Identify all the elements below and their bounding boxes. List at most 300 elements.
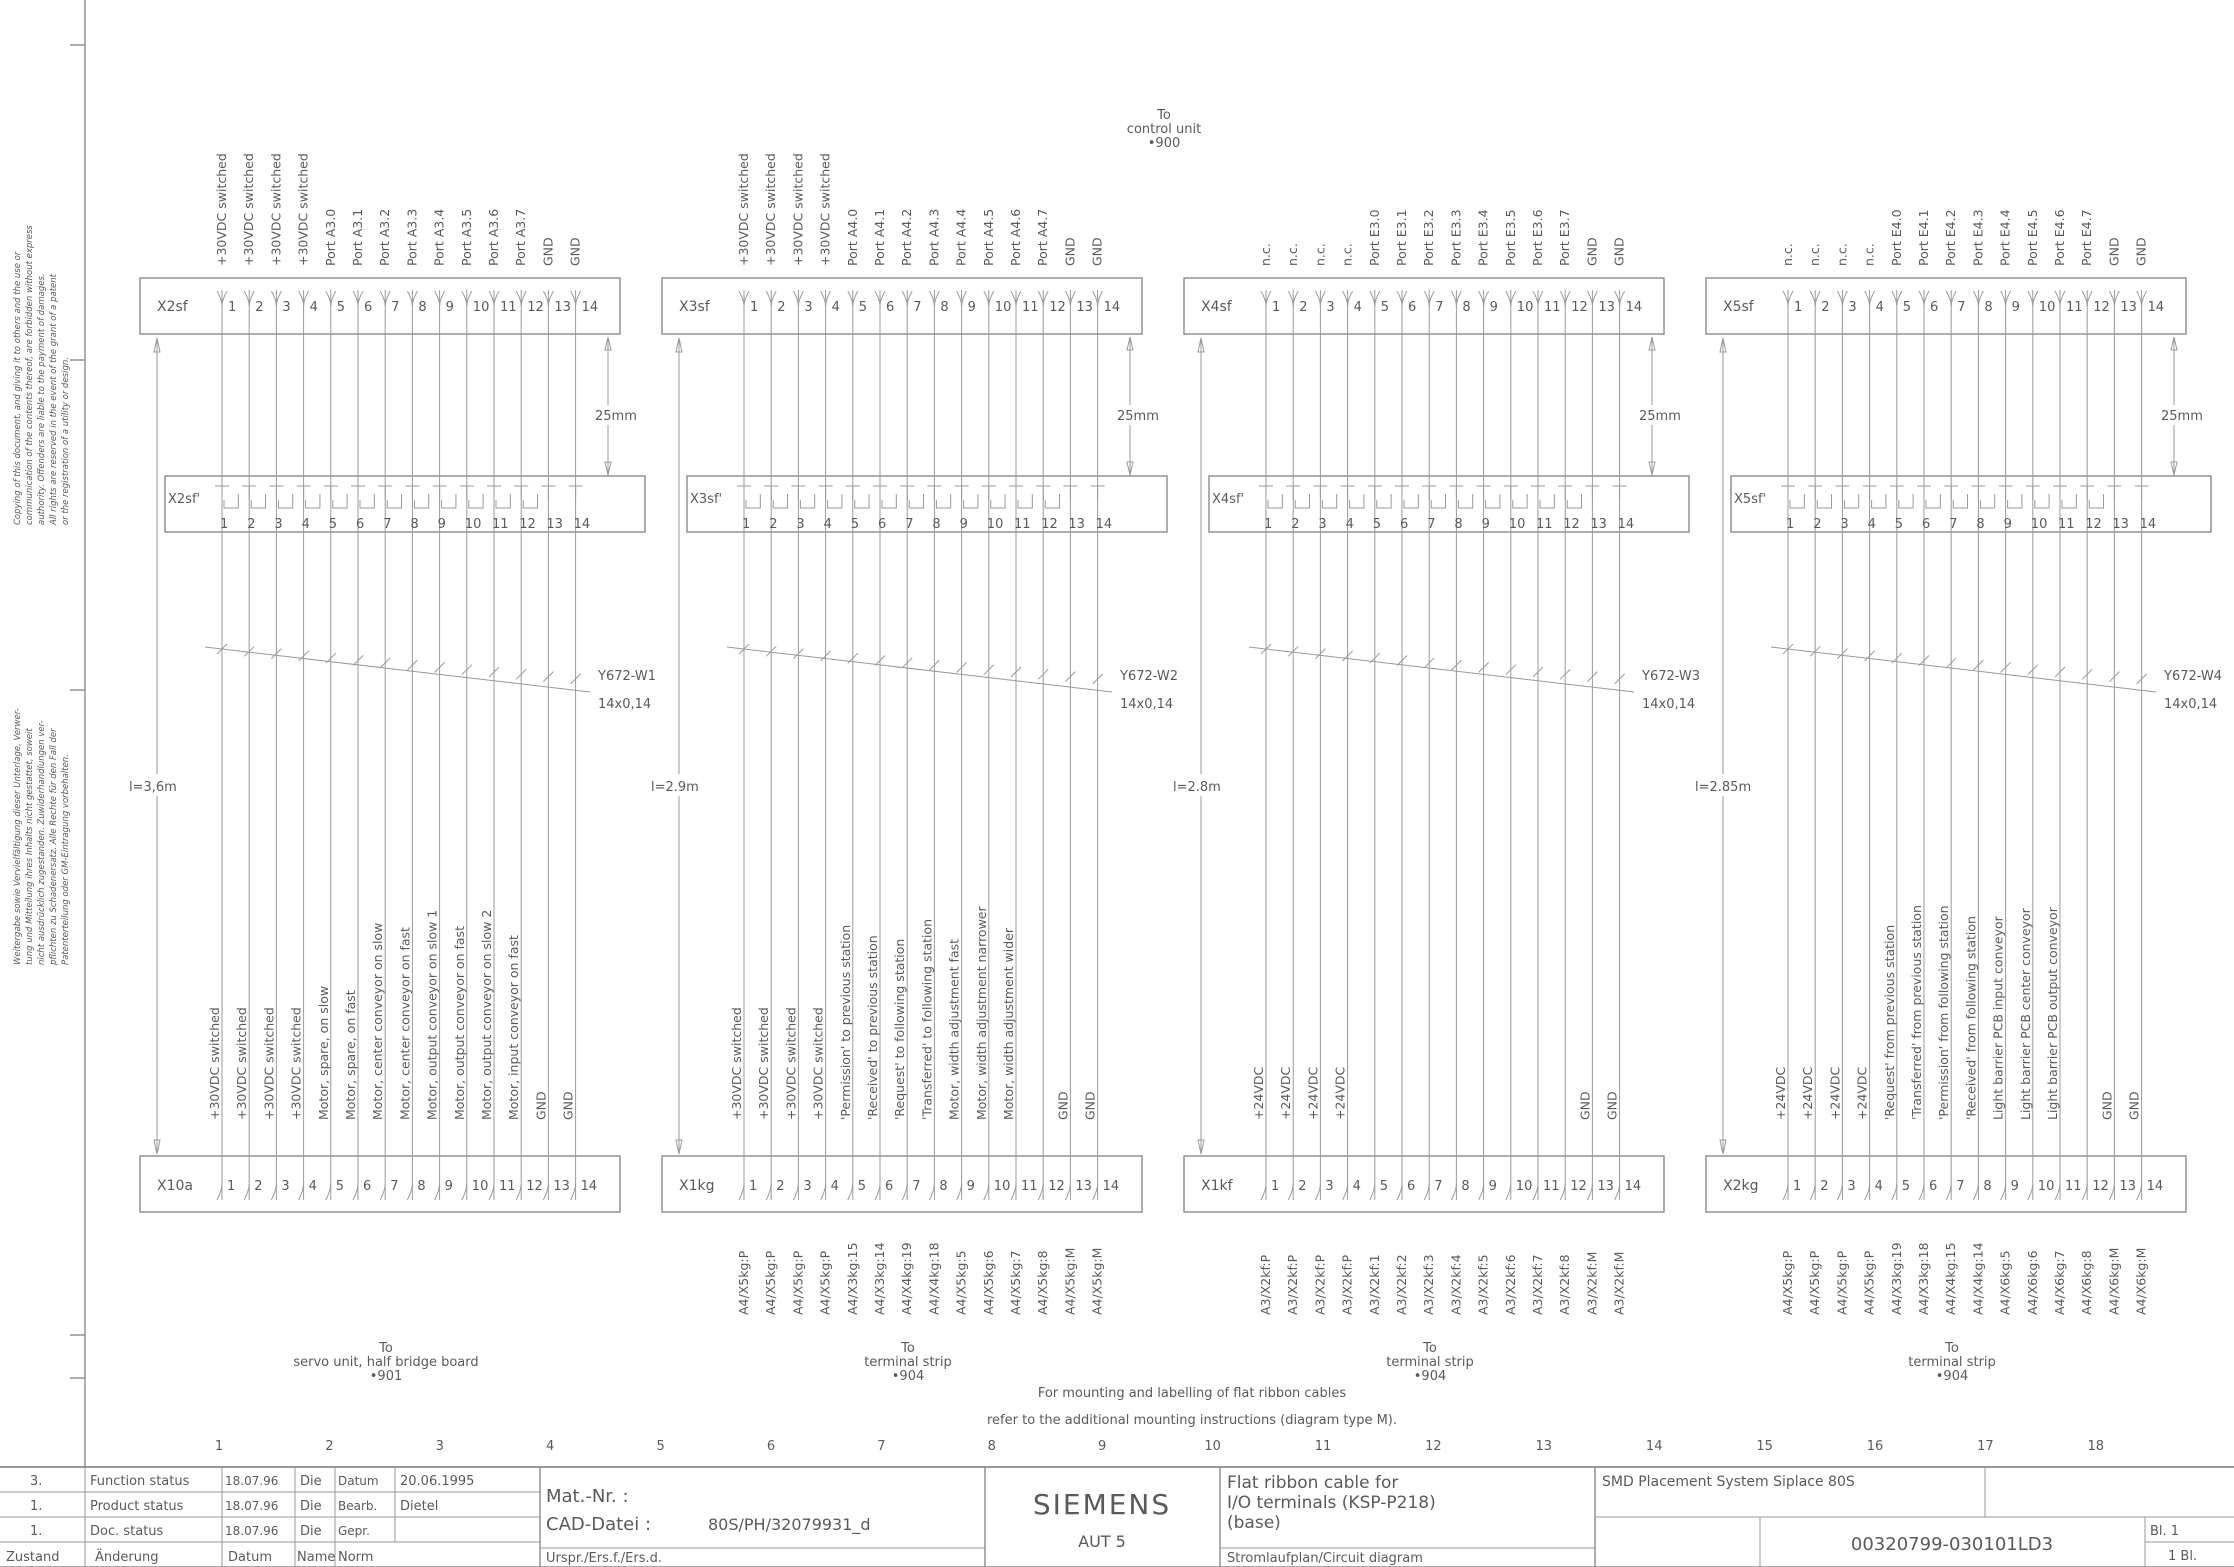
top-signal-label: Port E3.3 [1448, 209, 1464, 266]
top-signal-label: GND [1062, 237, 1078, 266]
bottom-signal-label: +30VDC switched [234, 1007, 250, 1120]
origin-label: Urspr./Ers.f./Ers.d. [546, 1551, 663, 1566]
pin-socket-symbol [1315, 1184, 1320, 1200]
mid-pin-number: 6 [356, 517, 365, 532]
pin-bridge [1567, 494, 1581, 508]
pin-bridge [828, 494, 842, 508]
bottom-signal-label: Motor, output conveyor on slow 2 [479, 909, 494, 1120]
mid-pin-number: 3 [1840, 517, 1849, 532]
bottom-pin-number: 4 [308, 1179, 317, 1194]
pin-plug-symbol [1009, 486, 1023, 500]
bottom-signal-label: 'Permission' from following station [1936, 905, 1952, 1120]
top-connector-label: X5sf [1723, 299, 1754, 315]
document-number: 00320799-030101LD3 [1850, 1534, 2054, 1555]
pin-socket-symbol [571, 1184, 576, 1200]
destination-label: A3/X2kf:7 [1530, 1254, 1545, 1315]
top-pin-number: 3 [1848, 300, 1857, 315]
pin-socket-symbol [793, 1184, 798, 1200]
pin-socket-symbol [2109, 1184, 2114, 1200]
bottom-signal-label: Motor, width adjustment wider [1001, 927, 1016, 1120]
pin-plug-symbol [1504, 486, 1518, 500]
bottom-signal-label: Motor, spare, on fast [343, 990, 358, 1120]
sheet-count: 1 Bl. [2168, 1549, 2198, 1564]
bottom-pin-number: 12 [526, 1179, 543, 1194]
top-pin-number: 11 [500, 300, 517, 315]
copyright-note-en [13, 225, 71, 526]
copyright-line: Weitergabe sowie Vervielfältigung dieser Unterlage, Verwer- [13, 708, 23, 965]
top-signal-label: Port A3.5 [458, 208, 474, 266]
top-pin-number: 13 [1598, 300, 1615, 315]
destination-note-line: To [1945, 1341, 1959, 1356]
pin-socket-symbol [1892, 1184, 1897, 1200]
destination-note-line: terminal strip [1386, 1355, 1474, 1370]
mid-pin-number: 2 [769, 517, 778, 532]
pin-bridge [991, 494, 1005, 508]
pin-plug-symbol [1917, 486, 1931, 500]
bottom-signal-label: Light barrier PCB output conveyor [2045, 907, 2060, 1120]
column-number: 11 [1314, 1439, 1332, 1454]
bottom-signal-label: GND [560, 1091, 576, 1120]
destination-label: A3/X2kf:1 [1366, 1254, 1382, 1315]
destination-note-line: •901 [369, 1369, 403, 1384]
top-signal-label: +30VDC switched [241, 153, 257, 266]
bottom-pin-number: 11 [1021, 1179, 1038, 1194]
mid-connector-label: X5sf' [1734, 492, 1767, 507]
column-number: 17 [1977, 1439, 1994, 1454]
status-row-3-date: 18.07.96 [225, 1524, 279, 1538]
pin-socket-symbol [299, 1184, 304, 1200]
bottom-signal-label: Light barrier PCB center conveyor [2017, 908, 2033, 1120]
top-pin-number: 3 [282, 300, 291, 315]
bottom-pin-number: 13 [553, 1179, 570, 1194]
top-signal-label: Port E4.1 [1916, 209, 1931, 266]
pin-socket-symbol [353, 1184, 358, 1200]
pin-bridge [936, 494, 950, 508]
bottom-pin-number: 4 [1874, 1179, 1883, 1194]
top-signal-label: Port E3.6 [1530, 209, 1545, 266]
top-signal-label: GND [540, 237, 556, 266]
pin-bridge [496, 494, 510, 508]
bottom-signal-label: 'Received' to previous station [865, 935, 880, 1120]
pin-plug-symbol [215, 486, 229, 500]
connector-group [649, 153, 1178, 1384]
pin-plug-symbol [1341, 486, 1355, 500]
top-pin-number: 10 [994, 300, 1012, 315]
pin-bridge [2062, 494, 2076, 508]
pin-plug-symbol [1477, 486, 1491, 500]
bottom-pin-number: 12 [2092, 1179, 2109, 1194]
pin-bridge [746, 494, 760, 508]
column-number: 14 [1645, 1439, 1663, 1454]
pin-plug-symbol [927, 486, 941, 500]
pin-plug-symbol [1808, 486, 1822, 500]
mid-pin-number: 8 [932, 517, 941, 532]
destination-label: A4/X3kg:19 [1888, 1242, 1904, 1315]
spacing-label: 25mm [1639, 409, 1681, 424]
top-signal-label: Port E3.1 [1394, 209, 1409, 266]
bottom-signal-label: GND [1055, 1091, 1071, 1120]
pin-bridge [1431, 494, 1445, 508]
cable-length: l=2.85m [1695, 780, 1752, 795]
mid-pin-number: 9 [959, 517, 968, 532]
mid-connector-label: X3sf' [690, 492, 723, 507]
top-pin-number: 4 [309, 300, 318, 315]
bottom-signal-label: +24VDC [1278, 1066, 1294, 1120]
destination-label: A3/X2kf:M [1584, 1251, 1600, 1315]
pin-socket-symbol [1865, 1184, 1870, 1200]
connector-groups [127, 153, 2222, 1384]
note-line: •900 [1147, 136, 1181, 151]
pin-plug-symbol [873, 486, 887, 500]
destination-label: A4/X4kg:18 [926, 1242, 942, 1315]
bottom-pin-number: 6 [1929, 1179, 1938, 1194]
top-pin-number: 4 [831, 300, 840, 315]
pin-bridge [1872, 494, 1886, 508]
bottom-signal-label: +30VDC switched [261, 1007, 277, 1120]
bottom-pin-number: 14 [2146, 1179, 2164, 1194]
top-pin-number: 6 [886, 300, 895, 315]
bottom-signal-label: 'Transferred' to following station [919, 918, 935, 1120]
bottom-signal-label: 'Permission' to previous station [837, 924, 853, 1120]
department-label: AUT 5 [1078, 1532, 1126, 1551]
destination-label: A4/X3kg:18 [1916, 1242, 1931, 1315]
bottom-pin-number: 1 [749, 1179, 758, 1194]
mounting-note-line-2: refer to the additional mounting instructions (diagram type M). [987, 1413, 1397, 1428]
mid-pin-number: 2 [247, 517, 256, 532]
status-row-1-key: Datum [338, 1474, 379, 1488]
pin-plug-symbol [242, 486, 256, 500]
pin-plug-symbol [2080, 486, 2094, 500]
mid-pin-number: 9 [437, 517, 446, 532]
top-pin-number: 2 [777, 300, 786, 315]
top-pin-number: 6 [1408, 300, 1417, 315]
pin-socket-symbol [766, 1184, 771, 1200]
destination-label: A3/X2kf:6 [1502, 1254, 1518, 1315]
top-pin-number: 1 [750, 300, 759, 315]
cable-length: l=3,6m [129, 780, 177, 795]
bottom-pin-number: 11 [2065, 1179, 2082, 1194]
top-pin-number: 12 [1049, 300, 1066, 315]
spacing-label: 25mm [2161, 409, 2203, 424]
pin-bridge [1953, 494, 1967, 508]
top-signal-label: +30VDC switched [763, 153, 779, 266]
column-ruler [215, 1439, 2104, 1454]
pin-bridge [387, 494, 401, 508]
mid-pin-number: 5 [1894, 517, 1904, 532]
mid-pin-number: 14 [1617, 517, 1635, 532]
destination-label: A3/X2kf:P [1258, 1254, 1273, 1315]
top-pin-number: 8 [418, 300, 427, 315]
top-pin-number: 10 [2038, 300, 2056, 315]
top-signal-label: GND [1584, 237, 1600, 266]
header-name: Name [297, 1550, 336, 1565]
bottom-pin-number: 5 [1901, 1179, 1911, 1194]
pin-socket-symbol [543, 1184, 548, 1200]
pin-socket-symbol [1479, 1184, 1484, 1200]
pin-plug-symbol [1781, 486, 1795, 500]
mid-pin-number: 13 [546, 517, 563, 532]
destination-label: A4/X4kg:14 [1970, 1242, 1986, 1315]
top-connector-label: X4sf [1201, 299, 1232, 315]
bottom-signal-label: +24VDC [1251, 1066, 1266, 1120]
status-row-2-state: 1. [30, 1499, 43, 1514]
pin-socket-symbol [1587, 1184, 1592, 1200]
bottom-pin-number: 7 [1434, 1179, 1443, 1194]
destination-label: A4/X6kg:8 [2079, 1250, 2095, 1315]
pin-bridge [1322, 494, 1336, 508]
pin-socket-symbol [516, 1184, 521, 1200]
top-signal-label: +30VDC switched [268, 153, 284, 266]
pin-socket-symbol [902, 1184, 907, 1200]
pin-plug-symbol [900, 486, 914, 500]
status-row-1-date: 18.07.96 [225, 1474, 279, 1488]
pin-socket-symbol [244, 1184, 249, 1200]
pin-plug-symbol [819, 486, 833, 500]
pin-plug-symbol [791, 486, 805, 500]
bottom-signal-label: +24VDC [1854, 1066, 1870, 1120]
mid-pin-number: 1 [1264, 517, 1273, 532]
pin-plug-symbol [324, 486, 338, 500]
top-signal-label: Port A4.5 [980, 208, 996, 266]
pin-plug-symbol [1558, 486, 1572, 500]
status-row-2-date: 18.07.96 [225, 1499, 279, 1513]
top-signal-label: Port E4.0 [1888, 209, 1904, 266]
pin-plug-symbol [737, 486, 751, 500]
bottom-pin-number: 7 [1956, 1179, 1965, 1194]
pin-plug-symbol [1422, 486, 1436, 500]
pin-bridge [1899, 494, 1913, 508]
top-signal-label: +30VDC switched [790, 153, 806, 266]
copyright-note-de [13, 708, 71, 966]
pin-plug-symbol [1063, 486, 1077, 500]
mid-pin-number: 8 [1454, 517, 1463, 532]
pin-plug-symbol [2107, 486, 2121, 500]
column-number: 16 [1866, 1439, 1884, 1454]
pin-socket-symbol [1973, 1184, 1978, 1200]
mounting-note-line-1: For mounting and labelling of flat ribbon cables [1037, 1386, 1347, 1401]
pin-bridge [1980, 494, 1994, 508]
top-pin-number: 8 [1984, 300, 1993, 315]
top-pin-number: 7 [1957, 300, 1966, 315]
top-signal-label: Port E3.4 [1475, 209, 1491, 266]
top-signal-label: Port E3.7 [1557, 209, 1573, 266]
pin-plug-symbol [1613, 486, 1627, 500]
top-signal-label: Port E4.5 [2024, 209, 2040, 266]
column-number: 2 [325, 1439, 334, 1454]
pin-socket-symbol [2028, 1184, 2033, 1200]
bottom-signal-label: +24VDC [1827, 1066, 1843, 1120]
destination-note-line: To [901, 1341, 915, 1356]
destination-label: A3/X2kf:2 [1394, 1254, 1409, 1315]
bottom-pin-number: 8 [417, 1179, 426, 1194]
mid-pin-number: 14 [573, 517, 591, 532]
top-connector-label: X2sf [157, 299, 188, 315]
top-pin-number: 4 [1875, 300, 1884, 315]
column-number: 4 [546, 1439, 555, 1454]
pin-plug-symbol [405, 486, 419, 500]
pin-plug-symbol [2135, 486, 2149, 500]
top-pin-number: 2 [1299, 300, 1308, 315]
top-signal-label: Port A3.6 [486, 208, 501, 266]
bottom-pin-number: 13 [2119, 1179, 2136, 1194]
pin-bridge [414, 494, 428, 508]
mid-pin-number: 6 [1400, 517, 1409, 532]
pin-socket-symbol [1615, 1184, 1620, 1200]
mid-pin-number: 5 [850, 517, 860, 532]
bottom-pin-number: 6 [885, 1179, 894, 1194]
mid-pin-number: 4 [1345, 517, 1354, 532]
top-pin-number: 4 [1353, 300, 1362, 315]
top-signal-label: Port E4.4 [1997, 209, 2013, 266]
bottom-signal-label: GND [533, 1091, 549, 1120]
top-pin-number: 14 [2147, 300, 2165, 315]
bottom-signal-label: +30VDC switched [783, 1007, 799, 1120]
bottom-pin-number: 10 [471, 1179, 489, 1194]
bottom-signal-label: 'Transferred' from previous station [1909, 905, 1924, 1120]
pin-socket-symbol [1451, 1184, 1456, 1200]
bottom-pin-number: 2 [1298, 1179, 1307, 1194]
mid-pin-number: 10 [1508, 517, 1526, 532]
pin-socket-symbol [462, 1184, 467, 1200]
status-row-3-name: Die [300, 1524, 322, 1539]
top-signal-label: GND [2106, 237, 2122, 266]
status-row-1-label: Function status [90, 1474, 190, 1489]
top-pin-number: 10 [1516, 300, 1534, 315]
top-pin-number: 13 [2120, 300, 2137, 315]
pin-plug-symbol [297, 486, 311, 500]
destination-label: A3/X2kf:4 [1448, 1254, 1464, 1315]
pin-socket-symbol [1038, 1184, 1043, 1200]
pin-plug-symbol [1395, 486, 1409, 500]
column-number: 9 [1098, 1439, 1107, 1454]
top-signal-label: Port A4.7 [1035, 208, 1051, 266]
pin-bridge [1045, 494, 1059, 508]
top-signal-label: GND [1611, 237, 1627, 266]
pin-socket-symbol [217, 1184, 222, 1200]
status-row-1-value: 20.06.1995 [400, 1474, 475, 1489]
top-pin-number: 7 [913, 300, 922, 315]
bottom-pin-number: 5 [857, 1179, 867, 1194]
destination-label: A4/X5kg:6 [980, 1250, 996, 1315]
pin-socket-symbol [1011, 1184, 1016, 1200]
pin-bridge [278, 494, 292, 508]
pin-socket-symbol [1065, 1184, 1070, 1200]
mid-pin-number: 4 [1867, 517, 1876, 532]
bottom-signal-label: +24VDC [1305, 1066, 1321, 1120]
pin-plug-symbol [1259, 486, 1273, 500]
top-pin-number: 8 [1462, 300, 1471, 315]
top-signal-label: Port A3.4 [431, 208, 447, 266]
cable-spec: 14x0,14 [1642, 697, 1696, 712]
bottom-pin-number: 11 [499, 1179, 516, 1194]
destination-label: A4/X5kg:P [1807, 1250, 1823, 1315]
top-signal-label: GND [2133, 237, 2149, 266]
top-signal-label: Port A3.2 [377, 208, 393, 266]
status-row-1-name: Die [300, 1474, 322, 1489]
pin-socket-symbol [875, 1184, 880, 1200]
bottom-pin-number: 3 [803, 1179, 812, 1194]
top-signal-label: +30VDC switched [817, 153, 833, 266]
column-number: 12 [1425, 1439, 1442, 1454]
spacing-label: 25mm [1117, 409, 1159, 424]
mid-pin-number: 6 [1922, 517, 1931, 532]
bottom-signal-label: Motor, center conveyor on fast [397, 927, 413, 1120]
status-row-3-key: Gepr. [338, 1524, 370, 1538]
bottom-pin-number: 3 [1847, 1179, 1856, 1194]
pin-bridge [1268, 494, 1282, 508]
mid-pin-number: 7 [1949, 517, 1958, 532]
top-pin-number: 9 [445, 300, 454, 315]
top-signal-label: Port E3.0 [1366, 209, 1382, 266]
top-signal-label: Port A4.6 [1008, 208, 1023, 266]
pin-socket-symbol [407, 1184, 412, 1200]
mid-pin-number: 4 [823, 517, 832, 532]
pin-bridge [773, 494, 787, 508]
bottom-signal-label: Light barrier PCB input conveyor [1990, 916, 2006, 1120]
top-signal-label: n.c. [1258, 243, 1273, 266]
pin-bridge [251, 494, 265, 508]
mid-pin-number: 9 [2003, 517, 2012, 532]
bottom-pin-number: 3 [1325, 1179, 1334, 1194]
cad-file-label: CAD-Datei : [546, 1514, 652, 1535]
pin-plug-symbol [433, 486, 447, 500]
column-number: 5 [656, 1439, 665, 1454]
bottom-pin-number: 12 [1048, 1179, 1065, 1194]
cable-id: Y672-W4 [2164, 669, 2223, 684]
mid-connector-label: X2sf' [168, 492, 201, 507]
bottom-signal-label: Motor, width adjustment narrower [973, 906, 989, 1120]
top-pin-number: 9 [2011, 300, 2020, 315]
bottom-signal-label: GND [1577, 1091, 1593, 1120]
copyright-line: or the registration of a utility or design. [61, 357, 71, 525]
top-pin-number: 3 [804, 300, 813, 315]
destination-label: A3/X2kf:3 [1421, 1254, 1437, 1315]
pin-bridge [442, 494, 456, 508]
drawing-title-line-3: (base) [1227, 1513, 1281, 1533]
bottom-pin-number: 4 [1352, 1179, 1361, 1194]
status-row-2-label: Product status [90, 1499, 184, 1514]
top-signal-label: n.c. [1780, 243, 1795, 266]
copyright-line: tung und Mitteilung ihres Inhalts nicht gestattet, soweit [25, 728, 35, 965]
pin-plug-symbol [1971, 486, 1985, 500]
top-pin-number: 3 [1326, 300, 1335, 315]
cable-spec: 14x0,14 [2164, 697, 2218, 712]
destination-label: A4/X3kg:15 [844, 1242, 860, 1315]
header-norm: Norm [338, 1550, 374, 1565]
destination-label: A4/X6kg:6 [2024, 1250, 2040, 1315]
destination-note-line: servo unit, half bridge board [293, 1355, 479, 1370]
destination-label: A4/X6kg:7 [2052, 1250, 2067, 1315]
mid-pin-number: 11 [2058, 517, 2075, 532]
destination-label: A4/X5kg:P [1780, 1250, 1795, 1315]
pin-bridge [1926, 494, 1940, 508]
top-pin-number: 11 [2066, 300, 2083, 315]
mid-pin-number: 4 [301, 517, 310, 532]
destination-label: A4/X5kg:M [1062, 1247, 1078, 1315]
destination-label: A3/X2kf:P [1312, 1254, 1328, 1315]
pin-bridge [1513, 494, 1527, 508]
top-signal-label: n.c. [1339, 243, 1355, 266]
pin-plug-symbol [1863, 486, 1877, 500]
mid-pin-number: 13 [2112, 517, 2129, 532]
pin-plug-symbol [1286, 486, 1300, 500]
pin-socket-symbol [1093, 1184, 1098, 1200]
ribbon-cable-line [727, 647, 1112, 692]
pin-bridge [855, 494, 869, 508]
pin-socket-symbol [929, 1184, 934, 1200]
top-signal-label: Port E4.2 [1943, 209, 1959, 266]
top-pin-number: 5 [858, 300, 868, 315]
